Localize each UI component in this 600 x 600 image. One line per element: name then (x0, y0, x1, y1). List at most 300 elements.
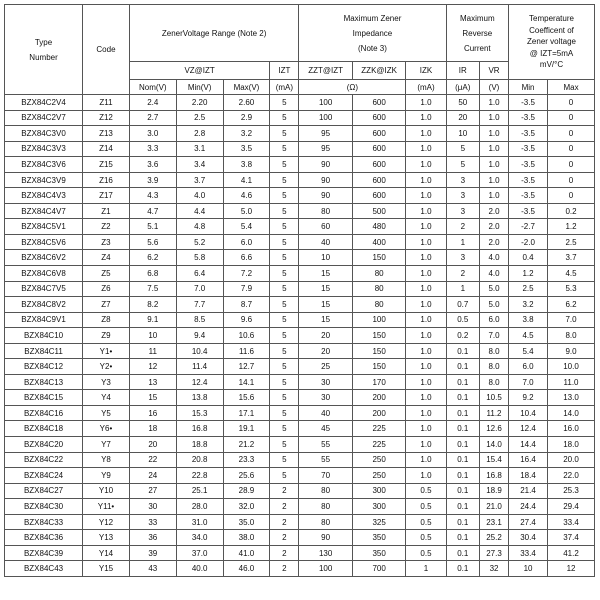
nom-v-cell: 18 (129, 421, 176, 437)
izt-cell: 2 (270, 483, 299, 499)
vr-cell: 15.4 (480, 452, 509, 468)
zzt-cell: 90 (299, 172, 353, 188)
izt-cell: 5 (270, 172, 299, 188)
nom-v-cell: 39 (129, 545, 176, 561)
nom-v-cell: 30 (129, 499, 176, 515)
nom-v-cell: 2.7 (129, 110, 176, 126)
izt-cell: 5 (270, 328, 299, 344)
zzk-cell: 225 (352, 421, 406, 437)
zzt-cell: 45 (299, 421, 353, 437)
nom-v-cell: 15 (129, 390, 176, 406)
max-v-cell: 7.2 (223, 266, 270, 282)
min-v-cell: 22.8 (176, 468, 223, 484)
vr-cell: 21.0 (480, 499, 509, 515)
table-row (5, 281, 595, 297)
ir-cell: 5 (446, 157, 479, 173)
izk-cell: 1.0 (406, 266, 446, 282)
izt-cell: 2 (270, 499, 299, 515)
zzk-cell: 400 (352, 234, 406, 250)
min-v-cell: 3.7 (176, 172, 223, 188)
tc-min-cell: -3.5 (509, 203, 548, 219)
type-number-cell: BZX84C11 (5, 343, 83, 359)
max-v-cell: 28.9 (223, 483, 270, 499)
vr-cell: 5.0 (480, 297, 509, 313)
code-cell: Z6 (83, 281, 130, 297)
vr-cell: 4.0 (480, 266, 509, 282)
type-number-cell: BZX84C33 (5, 514, 83, 530)
zzt-cell: 55 (299, 437, 353, 453)
ir-cell: 0.1 (446, 561, 479, 577)
code-cell: Z8 (83, 312, 130, 328)
max-v-cell: 35.0 (223, 514, 270, 530)
min-v-cell: 8.5 (176, 312, 223, 328)
table-row (5, 514, 595, 530)
max-v-cell: 2.60 (223, 95, 270, 111)
zzk-cell: 150 (352, 250, 406, 266)
zzt-cell: 10 (299, 250, 353, 266)
vr-cell: 32 (480, 561, 509, 577)
izk-cell: 1.0 (406, 405, 446, 421)
min-v-cell: 9.4 (176, 328, 223, 344)
ir-cell: 0.1 (446, 437, 479, 453)
table-row (5, 312, 595, 328)
izk-cell: 1.0 (406, 188, 446, 204)
izt-cell: 5 (270, 157, 299, 173)
tc-max-cell: 13.0 (548, 390, 595, 406)
table-row (5, 219, 595, 235)
temperature-coefficient-header: Temperature Coefficent of Zener voltage @ IZT=5mA mV/°C (509, 5, 595, 80)
code-cell: Z12 (83, 110, 130, 126)
zzt-cell: 80 (299, 203, 353, 219)
ir-cell: 1 (446, 281, 479, 297)
izt-cell: 5 (270, 374, 299, 390)
tc-min-cell: 3.2 (509, 297, 548, 313)
zzk-cell: 350 (352, 545, 406, 561)
tc-max-cell: 0 (548, 126, 595, 142)
zzk-cell: 300 (352, 499, 406, 515)
min-v-cell: 13.8 (176, 390, 223, 406)
izt-unit-header: (mA) (270, 80, 299, 95)
max-v-cell: 12.7 (223, 359, 270, 375)
type-number-cell: BZX84C2V7 (5, 110, 83, 126)
code-cell: Y1• (83, 343, 130, 359)
tc-min-cell: 10.4 (509, 405, 548, 421)
min-v-cell: 34.0 (176, 530, 223, 546)
nom-v-cell: 3.3 (129, 141, 176, 157)
max-v-cell: 5.4 (223, 219, 270, 235)
izk-cell: 1.0 (406, 234, 446, 250)
nom-v-cell: 10 (129, 328, 176, 344)
code-cell: Z14 (83, 141, 130, 157)
ir-cell: 3 (446, 250, 479, 266)
tc-min-cell: 10 (509, 561, 548, 577)
max-v-cell: 9.6 (223, 312, 270, 328)
table-row (5, 250, 595, 266)
tc-min-cell: -3.5 (509, 126, 548, 142)
type-number-cell: BZX84C13 (5, 374, 83, 390)
max-v-cell: 25.6 (223, 468, 270, 484)
type-number-cell: BZX84C10 (5, 328, 83, 344)
vr-cell: 7.0 (480, 328, 509, 344)
tc-max-cell: 25.3 (548, 483, 595, 499)
nom-v-cell: 3.0 (129, 126, 176, 142)
nom-v-cell: 2.4 (129, 95, 176, 111)
nom-v-cell: 3.6 (129, 157, 176, 173)
zzt-cell: 15 (299, 312, 353, 328)
min-v-cell: 3.1 (176, 141, 223, 157)
izk-cell: 1.0 (406, 374, 446, 390)
nom-v-cell: 8.2 (129, 297, 176, 313)
tc-min-cell: -3.5 (509, 157, 548, 173)
code-cell: Z4 (83, 250, 130, 266)
tc-max-cell: 0 (548, 157, 595, 173)
code-cell: Y13 (83, 530, 130, 546)
vr-cell: 16.8 (480, 468, 509, 484)
min-v-cell: 31.0 (176, 514, 223, 530)
izt-cell: 5 (270, 110, 299, 126)
izk-cell: 1.0 (406, 421, 446, 437)
min-v-cell: 28.0 (176, 499, 223, 515)
tc-min-cell: 24.4 (509, 499, 548, 515)
zzk-cell: 80 (352, 266, 406, 282)
nom-v-cell: 9.1 (129, 312, 176, 328)
zzk-cell: 600 (352, 141, 406, 157)
type-number-cell: BZX84C24 (5, 468, 83, 484)
zzt-cell: 15 (299, 281, 353, 297)
code-cell: Y9 (83, 468, 130, 484)
table-row (5, 545, 595, 561)
zzk-cell: 325 (352, 514, 406, 530)
zzt-cell: 30 (299, 390, 353, 406)
code-cell: Z7 (83, 297, 130, 313)
izk-cell: 1.0 (406, 172, 446, 188)
zzt-cell: 70 (299, 468, 353, 484)
izt-cell: 5 (270, 95, 299, 111)
min-v-cell: 40.0 (176, 561, 223, 577)
code-cell: Z13 (83, 126, 130, 142)
max-v-cell: 7.9 (223, 281, 270, 297)
tc-min-cell: -2.7 (509, 219, 548, 235)
type-number-cell: BZX84C5V6 (5, 234, 83, 250)
zzt-cell: 100 (299, 110, 353, 126)
tc-min-cell: 12.4 (509, 421, 548, 437)
zzt-cell: 20 (299, 328, 353, 344)
izk-cell: 1 (406, 561, 446, 577)
type-number-cell: BZX84C36 (5, 530, 83, 546)
table-row (5, 172, 595, 188)
tc-max-cell: 20.0 (548, 452, 595, 468)
izk-cell: 1.0 (406, 250, 446, 266)
ir-cell: 0.1 (446, 545, 479, 561)
code-cell: Z17 (83, 188, 130, 204)
code-cell: Z9 (83, 328, 130, 344)
izt-cell: 5 (270, 281, 299, 297)
ir-cell: 2 (446, 266, 479, 282)
ir-cell: 0.5 (446, 312, 479, 328)
vr-cell: 2.0 (480, 219, 509, 235)
table-row (5, 421, 595, 437)
vr-cell: 8.0 (480, 343, 509, 359)
ir-cell: 0.1 (446, 514, 479, 530)
max-zener-impedance-header: Maximum Zener Impedance (Note 3) (299, 5, 446, 62)
izt-cell: 5 (270, 250, 299, 266)
max-v-cell: 14.1 (223, 374, 270, 390)
table-row (5, 141, 595, 157)
zzk-cell: 600 (352, 126, 406, 142)
nom-v-cell: 33 (129, 514, 176, 530)
ir-unit-header: (μA) (446, 80, 479, 95)
code-header: Code (83, 5, 130, 95)
vr-cell: 4.0 (480, 250, 509, 266)
type-number-cell: BZX84C27 (5, 483, 83, 499)
izk-cell: 0.5 (406, 530, 446, 546)
nom-v-cell: 6.2 (129, 250, 176, 266)
vr-cell: 1.0 (480, 95, 509, 111)
type-number-cell: BZX84C9V1 (5, 312, 83, 328)
tc-min-cell: 14.4 (509, 437, 548, 453)
min-v-cell: 2.20 (176, 95, 223, 111)
izt-cell: 5 (270, 219, 299, 235)
izt-cell: 5 (270, 141, 299, 157)
vr-cell: 14.0 (480, 437, 509, 453)
tc-max-cell: 0 (548, 172, 595, 188)
type-number-cell: BZX84C3V6 (5, 157, 83, 173)
tc-min-cell: 27.4 (509, 514, 548, 530)
izk-unit-header: (mA) (406, 80, 446, 95)
code-cell: Z1 (83, 203, 130, 219)
code-cell: Y15 (83, 561, 130, 577)
izk-cell: 1.0 (406, 157, 446, 173)
izk-cell: 1.0 (406, 312, 446, 328)
max-v-cell: 38.0 (223, 530, 270, 546)
table-row (5, 328, 595, 344)
tc-max-cell: 3.7 (548, 250, 595, 266)
zzk-cell: 150 (352, 359, 406, 375)
tc-min-cell: 0.4 (509, 250, 548, 266)
min-v-cell: 12.4 (176, 374, 223, 390)
tc-max-cell: 8.0 (548, 328, 595, 344)
izt-cell: 2 (270, 530, 299, 546)
tc-min-cell: 9.2 (509, 390, 548, 406)
tc-max-cell: 10.0 (548, 359, 595, 375)
impedance-unit-header: (Ω) (299, 80, 406, 95)
vr-cell: 6.0 (480, 312, 509, 328)
ir-cell: 0.2 (446, 328, 479, 344)
vr-cell: 11.2 (480, 405, 509, 421)
zzt-cell: 60 (299, 219, 353, 235)
izk-cell: 1.0 (406, 95, 446, 111)
nom-v-cell: 11 (129, 343, 176, 359)
min-v-header: Min(V) (176, 80, 223, 95)
max-v-cell: 41.0 (223, 545, 270, 561)
nom-v-cell: 13 (129, 374, 176, 390)
code-cell: Y5 (83, 405, 130, 421)
zzt-cell: 20 (299, 343, 353, 359)
max-reverse-current-header: Maximum Reverse Current (446, 5, 508, 62)
max-v-cell: 2.9 (223, 110, 270, 126)
nom-v-cell: 43 (129, 561, 176, 577)
ir-cell: 3 (446, 188, 479, 204)
zzk-header: ZZK@IZK (352, 62, 406, 80)
izk-cell: 1.0 (406, 297, 446, 313)
min-v-cell: 25.1 (176, 483, 223, 499)
table-row (5, 437, 595, 453)
min-v-cell: 3.4 (176, 157, 223, 173)
vr-cell: 8.0 (480, 359, 509, 375)
max-v-cell: 3.8 (223, 157, 270, 173)
zzk-cell: 150 (352, 343, 406, 359)
type-number-cell: BZX84C6V8 (5, 266, 83, 282)
table-row (5, 297, 595, 313)
table-row (5, 452, 595, 468)
min-v-cell: 18.8 (176, 437, 223, 453)
ir-cell: 0.1 (446, 343, 479, 359)
min-v-cell: 10.4 (176, 343, 223, 359)
ir-cell: 10 (446, 126, 479, 142)
tc-min-cell: -3.5 (509, 188, 548, 204)
izt-cell: 5 (270, 312, 299, 328)
tc-min-cell: 18.4 (509, 468, 548, 484)
zzk-cell: 250 (352, 468, 406, 484)
izk-cell: 1.0 (406, 110, 446, 126)
max-v-cell: 5.0 (223, 203, 270, 219)
min-v-cell: 11.4 (176, 359, 223, 375)
zzt-cell: 15 (299, 266, 353, 282)
izt-cell: 5 (270, 405, 299, 421)
min-v-cell: 37.0 (176, 545, 223, 561)
type-number-cell: BZX84C12 (5, 359, 83, 375)
tc-min-cell: 16.4 (509, 452, 548, 468)
code-cell: Y3 (83, 374, 130, 390)
izt-cell: 5 (270, 343, 299, 359)
zzk-cell: 600 (352, 172, 406, 188)
type-number-cell: BZX84C18 (5, 421, 83, 437)
tc-min-cell: 2.5 (509, 281, 548, 297)
table-row (5, 266, 595, 282)
max-v-cell: 11.6 (223, 343, 270, 359)
ir-cell: 2 (446, 219, 479, 235)
vr-header: VR (480, 62, 509, 80)
izk-cell: 1.0 (406, 328, 446, 344)
table-row (5, 126, 595, 142)
tc-min-cell: 30.4 (509, 530, 548, 546)
tc-min-cell: -2.0 (509, 234, 548, 250)
nom-v-cell: 3.9 (129, 172, 176, 188)
tc-max-cell: 0 (548, 141, 595, 157)
tc-min-cell: -3.5 (509, 172, 548, 188)
nom-v-cell: 24 (129, 468, 176, 484)
zzt-cell: 100 (299, 561, 353, 577)
zzt-cell: 95 (299, 141, 353, 157)
tc-max-header: Max (548, 80, 595, 95)
tc-min-header: Min (509, 80, 548, 95)
vr-cell: 1.0 (480, 188, 509, 204)
code-cell: Z3 (83, 234, 130, 250)
ir-cell: 3 (446, 172, 479, 188)
tc-min-cell: 7.0 (509, 374, 548, 390)
nom-v-cell: 5.1 (129, 219, 176, 235)
tc-max-cell: 11.0 (548, 374, 595, 390)
type-number-cell: BZX84C3V0 (5, 126, 83, 142)
type-number-header: Type Number (5, 5, 83, 95)
type-number-cell: BZX84C5V1 (5, 219, 83, 235)
izt-cell: 2 (270, 561, 299, 577)
zzt-cell: 90 (299, 530, 353, 546)
tc-min-cell: 3.8 (509, 312, 548, 328)
tc-min-cell: -3.5 (509, 141, 548, 157)
vr-cell: 27.3 (480, 545, 509, 561)
ir-cell: 0.1 (446, 374, 479, 390)
nom-v-cell: 20 (129, 437, 176, 453)
vr-cell: 1.0 (480, 126, 509, 142)
zener-spec-table (4, 4, 595, 577)
zzk-cell: 250 (352, 452, 406, 468)
table-row (5, 343, 595, 359)
izk-cell: 1.0 (406, 141, 446, 157)
nom-v-cell: 4.3 (129, 188, 176, 204)
zzk-cell: 170 (352, 374, 406, 390)
nom-v-cell: 6.8 (129, 266, 176, 282)
izt-cell: 5 (270, 468, 299, 484)
max-v-cell: 4.6 (223, 188, 270, 204)
nom-v-cell: 5.6 (129, 234, 176, 250)
nom-v-cell: 4.7 (129, 203, 176, 219)
type-number-cell: BZX84C30 (5, 499, 83, 515)
zzk-cell: 600 (352, 188, 406, 204)
ir-cell: 0.1 (446, 499, 479, 515)
zzt-cell: 55 (299, 452, 353, 468)
zzt-cell: 40 (299, 234, 353, 250)
table-row (5, 188, 595, 204)
table-row (5, 499, 595, 515)
min-v-cell: 4.4 (176, 203, 223, 219)
code-cell: Y11• (83, 499, 130, 515)
izk-cell: 0.5 (406, 483, 446, 499)
tc-max-cell: 16.0 (548, 421, 595, 437)
nom-v-cell: 7.5 (129, 281, 176, 297)
zzt-cell: 90 (299, 188, 353, 204)
tc-min-cell: 6.0 (509, 359, 548, 375)
izt-cell: 5 (270, 188, 299, 204)
tc-max-cell: 6.2 (548, 297, 595, 313)
nom-v-cell: 12 (129, 359, 176, 375)
nom-v-cell: 36 (129, 530, 176, 546)
tc-max-cell: 12 (548, 561, 595, 577)
tc-min-cell: 1.2 (509, 266, 548, 282)
table-row (5, 359, 595, 375)
zzt-cell: 90 (299, 157, 353, 173)
tc-max-cell: 9.0 (548, 343, 595, 359)
tc-min-cell: 4.5 (509, 328, 548, 344)
zzk-cell: 80 (352, 297, 406, 313)
max-v-cell: 19.1 (223, 421, 270, 437)
zzt-cell: 80 (299, 514, 353, 530)
type-number-cell: BZX84C8V2 (5, 297, 83, 313)
ir-cell: 3 (446, 203, 479, 219)
code-cell: Z15 (83, 157, 130, 173)
min-v-cell: 4.8 (176, 219, 223, 235)
izk-cell: 1.0 (406, 219, 446, 235)
vr-cell: 5.0 (480, 281, 509, 297)
izt-cell: 5 (270, 126, 299, 142)
type-number-cell: BZX84C4V3 (5, 188, 83, 204)
tc-max-cell: 4.5 (548, 266, 595, 282)
table-row (5, 234, 595, 250)
vr-cell: 1.0 (480, 141, 509, 157)
tc-min-cell: 21.4 (509, 483, 548, 499)
table-row (5, 95, 595, 111)
code-cell: Z11 (83, 95, 130, 111)
